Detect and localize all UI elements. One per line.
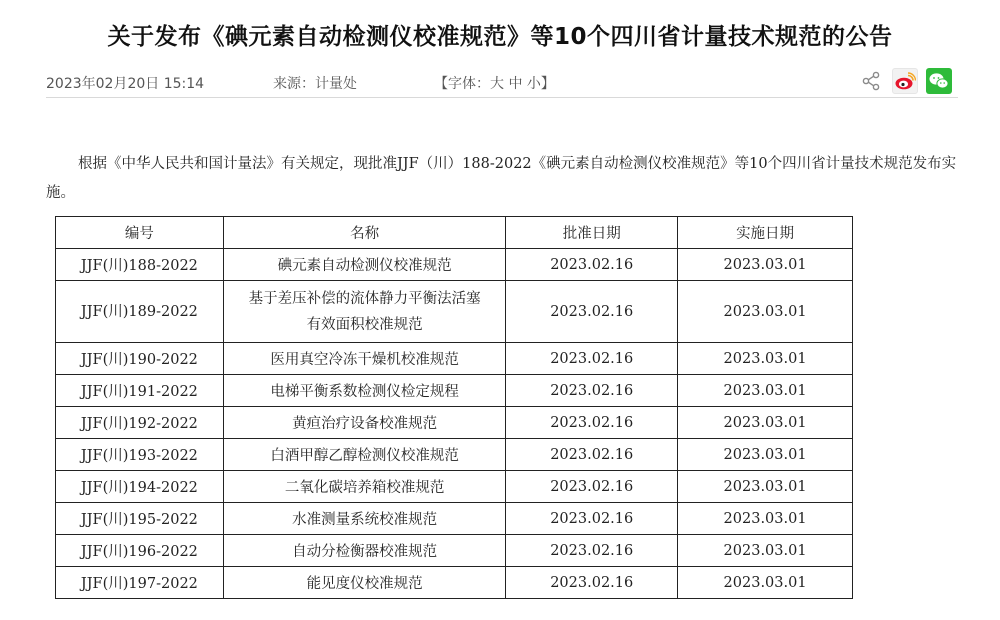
table-row bbox=[56, 471, 853, 503]
cell-code: JJF(川)191-2022 bbox=[56, 375, 224, 407]
cell-name bbox=[223, 281, 505, 343]
cell-code: JJF(川)195-2022 bbox=[56, 503, 224, 535]
cell-approved: 2023.02.16 bbox=[506, 343, 678, 375]
font-size-selector bbox=[434, 73, 555, 93]
font-size-small-button[interactable]: 小 bbox=[526, 76, 541, 92]
header-name: 名称 bbox=[223, 217, 505, 249]
cell-name-line: 基于差压补偿的流体静力平衡法活塞 bbox=[248, 290, 481, 307]
cell-name: 水准测量系统校准规范 bbox=[223, 503, 505, 535]
weibo-icon[interactable] bbox=[892, 68, 918, 94]
cell-name: 二氧化碳培养箱校准规范 bbox=[223, 471, 505, 503]
cell-approved: 2023.02.16 bbox=[506, 471, 678, 503]
cell-code: JJF(川)190-2022 bbox=[56, 343, 224, 375]
cell-code: JJF(川)194-2022 bbox=[56, 471, 224, 503]
table-row bbox=[56, 249, 853, 281]
article-source: 来源：计量处 bbox=[273, 76, 357, 92]
page-title: 关于发布《碘元素自动检测仪校准规范》等10个四川省计量技术规范的公告 bbox=[107, 24, 893, 50]
font-size-medium-button[interactable]: 中 bbox=[508, 76, 523, 92]
cell-code: JJF(川)189-2022 bbox=[56, 281, 224, 343]
publish-date: 2023年02月20日 15:14 bbox=[46, 76, 205, 92]
header-code: 编号 bbox=[56, 217, 224, 249]
spec-table bbox=[55, 216, 853, 599]
article-meta bbox=[46, 70, 958, 98]
font-size-suffix: 】 bbox=[540, 76, 555, 92]
table-row bbox=[56, 343, 853, 375]
cell-approved: 2023.02.16 bbox=[506, 567, 678, 599]
cell-approved: 2023.02.16 bbox=[506, 439, 678, 471]
cell-code: JJF(川)196-2022 bbox=[56, 535, 224, 567]
table-row bbox=[56, 407, 853, 439]
cell-effective: 2023.03.01 bbox=[678, 249, 853, 281]
cell-approved: 2023.02.16 bbox=[506, 375, 678, 407]
cell-effective: 2023.03.01 bbox=[678, 375, 853, 407]
cell-approved: 2023.02.16 bbox=[506, 503, 678, 535]
cell-effective: 2023.03.01 bbox=[678, 407, 853, 439]
share-icon[interactable] bbox=[858, 68, 884, 94]
table-row bbox=[56, 535, 853, 567]
table-row bbox=[56, 281, 853, 343]
font-size-prefix: 【字体： bbox=[434, 76, 490, 92]
cell-code: JJF(川)192-2022 bbox=[56, 407, 224, 439]
cell-code: JJF(川)197-2022 bbox=[56, 567, 224, 599]
cell-approved: 2023.02.16 bbox=[506, 407, 678, 439]
header-approved-date: 批准日期 bbox=[506, 217, 678, 249]
table-row bbox=[56, 375, 853, 407]
cell-code: JJF(川)188-2022 bbox=[56, 249, 224, 281]
table-header-row bbox=[56, 217, 853, 249]
cell-name: 医用真空冷冻干燥机校准规范 bbox=[223, 343, 505, 375]
share-bar bbox=[858, 68, 952, 94]
cell-code: JJF(川)193-2022 bbox=[56, 439, 224, 471]
cell-effective: 2023.03.01 bbox=[678, 439, 853, 471]
cell-name: 碘元素自动检测仪校准规范 bbox=[223, 249, 505, 281]
cell-effective: 2023.03.01 bbox=[678, 503, 853, 535]
table-row bbox=[56, 567, 853, 599]
cell-approved: 2023.02.16 bbox=[506, 249, 678, 281]
table-row bbox=[56, 439, 853, 471]
table-row bbox=[56, 503, 853, 535]
cell-effective: 2023.03.01 bbox=[678, 535, 853, 567]
header-effective-date: 实施日期 bbox=[678, 217, 853, 249]
cell-name: 自动分检衡器校准规范 bbox=[223, 535, 505, 567]
cell-effective: 2023.03.01 bbox=[678, 343, 853, 375]
cell-name-line: 有效面积校准规范 bbox=[306, 316, 423, 333]
cell-approved: 2023.02.16 bbox=[506, 535, 678, 567]
announcement-paragraph: 根据《中华人民共和国计量法》有关规定，现批准JJF（川）188-2022《碘元素自动检测仪校准规范》等10个四川省计量技术规范发布实施。 bbox=[46, 156, 957, 201]
cell-name: 黄疸治疗设备校准规范 bbox=[223, 407, 505, 439]
font-size-large-button[interactable]: 大 bbox=[490, 76, 504, 92]
cell-name: 电梯平衡系数检测仪检定规程 bbox=[223, 375, 505, 407]
cell-name: 能见度仪校准规范 bbox=[223, 567, 505, 599]
wechat-icon[interactable] bbox=[926, 68, 952, 94]
cell-effective: 2023.03.01 bbox=[678, 471, 853, 503]
cell-approved: 2023.02.16 bbox=[506, 281, 678, 343]
cell-name: 白酒甲醇乙醇检测仪校准规范 bbox=[223, 439, 505, 471]
cell-effective: 2023.03.01 bbox=[678, 567, 853, 599]
cell-effective: 2023.03.01 bbox=[678, 281, 853, 343]
